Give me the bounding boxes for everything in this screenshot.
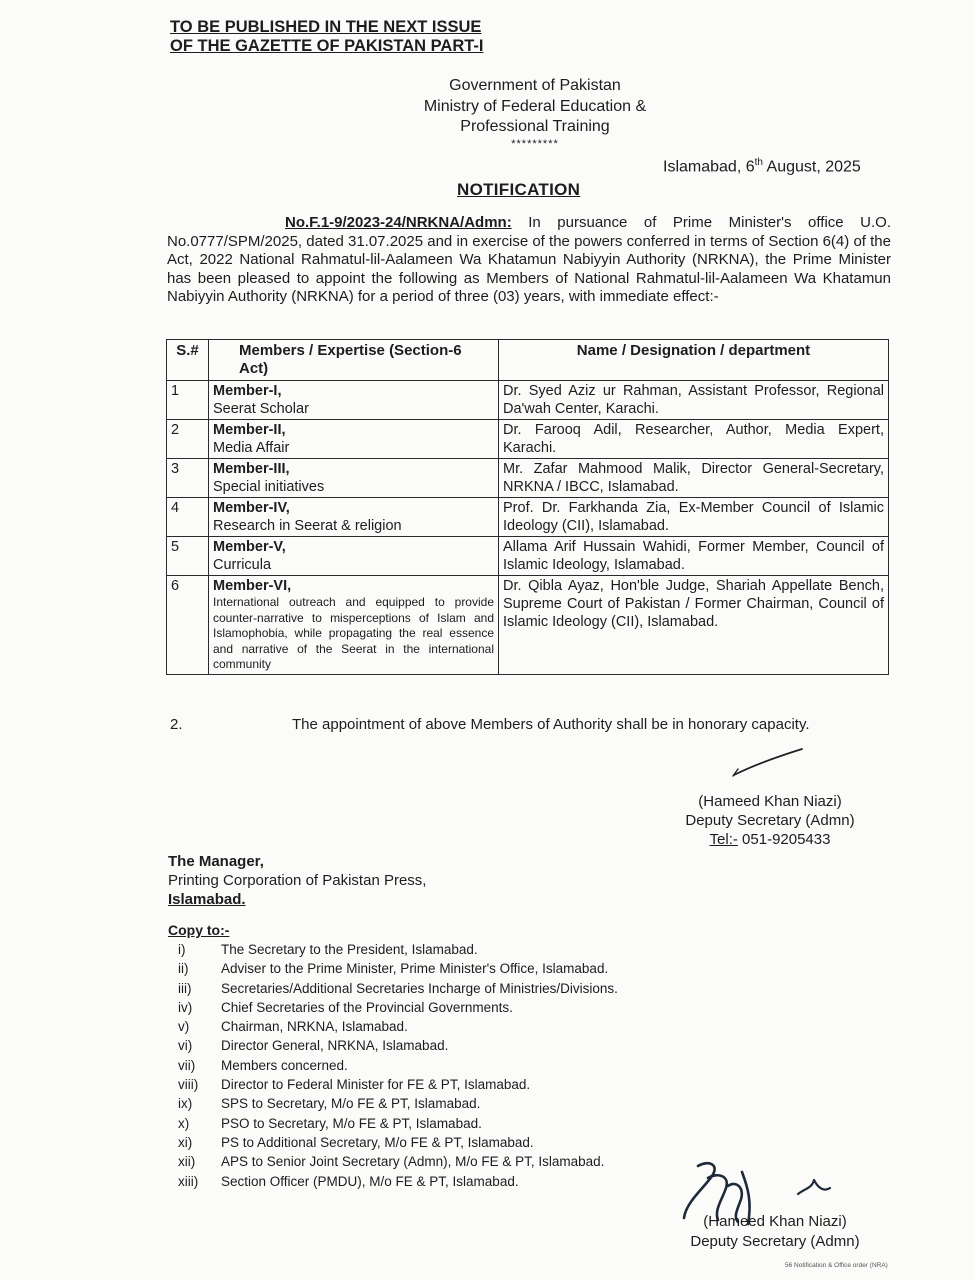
row-member	[209, 576, 499, 675]
issue-date: Islamabad, 6th August, 2025	[663, 157, 861, 176]
list-item: vii) Members concerned.	[178, 1057, 348, 1073]
row-member	[209, 498, 499, 537]
member-expertise: Curricula	[213, 557, 272, 573]
members-table	[166, 339, 889, 675]
member-title: Member-VI,	[213, 578, 292, 594]
addressee-line-3: Islamabad.	[168, 891, 246, 908]
member-expertise: Research in Seerat & religion	[213, 518, 402, 534]
signatory-name-2: (Hameed Khan Niazi)	[703, 1213, 847, 1230]
header-sn: S.#	[167, 340, 209, 381]
govt-line-1: Government of Pakistan	[449, 77, 621, 94]
row-sn: 1	[167, 381, 209, 420]
gazette-line-2: OF THE GAZETTE OF PAKISTAN PART-I	[170, 37, 484, 55]
signatory-name: (Hameed Khan Niazi)	[698, 793, 842, 810]
govt-line-3: Professional Training	[460, 118, 610, 135]
signatory-designation: Deputy Secretary (Admn)	[685, 812, 855, 829]
government-heading	[360, 76, 710, 138]
list-item: iv) Chief Secretaries of the Provincial Governments.	[178, 999, 513, 1015]
paragraph-number: 2.	[170, 716, 183, 733]
copy-to-list	[178, 940, 618, 1191]
gazette-line-1: TO BE PUBLISHED IN THE NEXT ISSUE	[170, 18, 482, 36]
header-members: Members / Expertise (Section-6 Act)	[209, 340, 499, 381]
member-title: Member-V,	[213, 539, 286, 555]
row-name: Prof. Dr. Farkhanda Zia, Ex-Member Council of Islamic Ideology (CII), Islamabad.	[499, 498, 889, 537]
row-name: Dr. Qibla Ayaz, Hon'ble Judge, Shariah Appellate Bench, Supreme Court of Pakistan / Former Chairman, Council of Islamic Ideology (CII), Islamabad.	[499, 576, 889, 675]
member-expertise: Special initiatives	[213, 479, 325, 495]
signature-block	[660, 792, 880, 849]
list-item: viii) Director to Federal Minister for FE & PT, Islamabad.	[178, 1077, 531, 1093]
copy-to-label: Copy to:-	[168, 922, 230, 938]
signature-block-2	[680, 1212, 870, 1252]
member-title: Member-IV,	[213, 500, 290, 516]
member-title: Member-III,	[213, 461, 290, 477]
table-row	[167, 381, 889, 420]
addressee-line-2: Printing Corporation of Pakistan Press,	[168, 872, 427, 889]
signature-mark	[730, 745, 810, 781]
footer-note: 56 Notification & Office order (NRA)	[785, 1262, 888, 1269]
addressee-block	[168, 852, 426, 909]
header-name: Name / Designation / department	[499, 340, 889, 381]
list-item: iii) Secretaries/Additional Secretaries Incharge of Ministries/Divisions.	[178, 980, 618, 996]
row-name: Dr. Farooq Adil, Researcher, Author, Media Expert, Karachi.	[499, 420, 889, 459]
signatory-tel: Tel:- 051-9205433	[709, 831, 831, 848]
table-row	[167, 576, 889, 675]
paragraph-2	[170, 716, 870, 733]
table-row	[167, 498, 889, 537]
list-item: x) PSO to Secretary, M/o FE & PT, Islamabad.	[178, 1115, 482, 1131]
notification-text: In pursuance of Prime Minister's office U.O. No.0777/SPM/2025, dated 31.07.2025 and in exercise of the powers conferred in terms of Section 6(4) of the Act, 2022 National Rahmatul-lil-Aalameen Wa Khatamun Nabiyyin Authority (NRKNA), the Prime Minister has been pleased to appoint the following as Members of National Rahmatul-lil-Aalameen Wa Khatamun Nabiyyin Authority (NRKNA) for a period of three (03) years, with immediate effect:-	[167, 214, 891, 306]
table-row	[167, 420, 889, 459]
table-row	[167, 537, 889, 576]
gazette-heading	[170, 18, 484, 56]
list-item: xi) PS to Additional Secretary, M/o FE & PT, Islamabad.	[178, 1134, 534, 1150]
signatory-designation-2: Deputy Secretary (Admn)	[690, 1233, 860, 1250]
row-name: Mr. Zafar Mahmood Malik, Director General-Secretary, NRKNA / IBCC, Islamabad.	[499, 459, 889, 498]
separator-stars: *********	[511, 138, 559, 150]
row-member	[209, 381, 499, 420]
member-expertise: Media Affair	[213, 440, 290, 456]
list-item: i) The Secretary to the President, Islamabad.	[178, 942, 478, 957]
row-member	[209, 537, 499, 576]
list-item: vi) Director General, NRKNA, Islamabad.	[178, 1038, 449, 1054]
member-title: Member-I,	[213, 383, 282, 399]
row-sn: 6	[167, 576, 209, 675]
row-name: Allama Arif Hussain Wahidi, Former Member, Council of Islamic Ideology, Islamabad.	[499, 537, 889, 576]
table-row	[167, 459, 889, 498]
row-member	[209, 420, 499, 459]
member-expertise: International outreach and equipped to provide counter-narrative to misperceptions of Islam and Islamophobia, while propagating the real essence and narrative of the Seerat in the international community	[213, 595, 494, 671]
list-item: ix) SPS to Secretary, M/o FE & PT, Islamabad.	[178, 1096, 481, 1112]
row-member	[209, 459, 499, 498]
notification-title: NOTIFICATION	[457, 180, 581, 199]
row-sn: 4	[167, 498, 209, 537]
list-item: xiii) Section Officer (PMDU), M/o FE & PT, Islamabad.	[178, 1173, 519, 1189]
notification-reference: No.F.1-9/2023-24/NRKNA/Admn:	[285, 214, 512, 231]
list-item: xii) APS to Senior Joint Secretary (Admn), M/o FE & PT, Islamabad.	[178, 1154, 605, 1170]
govt-line-2: Ministry of Federal Education &	[423, 97, 647, 115]
addressee-line-1: The Manager,	[168, 853, 264, 870]
member-expertise: Seerat Scholar	[213, 401, 309, 417]
row-name: Dr. Syed Aziz ur Rahman, Assistant Professor, Regional Da'wah Center, Karachi.	[499, 381, 889, 420]
list-item: v) Chairman, NRKNA, Islamabad.	[178, 1019, 408, 1035]
table-header-row	[167, 340, 889, 381]
row-sn: 2	[167, 420, 209, 459]
notification-body	[167, 214, 891, 307]
paragraph-text: The appointment of above Members of Authority shall be in honorary capacity.	[292, 716, 810, 733]
row-sn: 5	[167, 537, 209, 576]
member-title: Member-II,	[213, 422, 286, 438]
row-sn: 3	[167, 459, 209, 498]
list-item: ii) Adviser to the Prime Minister, Prime Minister's Office, Islamabad.	[178, 961, 609, 977]
